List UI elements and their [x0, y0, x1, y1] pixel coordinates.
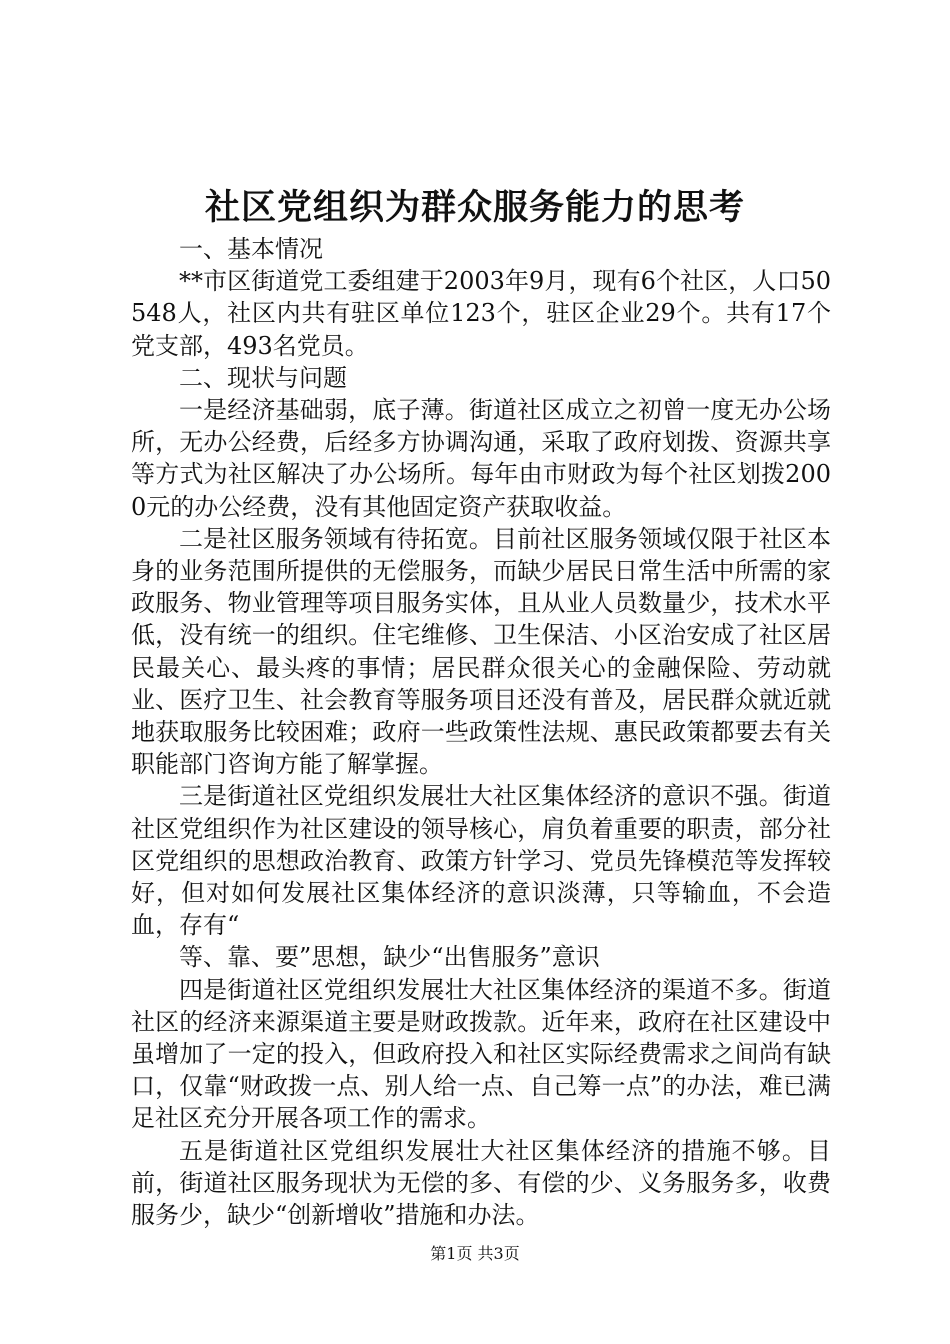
document-body [131, 233, 831, 1231]
paragraph-issue-3-continued: 等、靠、要”思想，缺少“出售服务”意识 [179, 943, 600, 972]
paragraph-issue-5: 五是街道社区党组织发展壮大社区集体经济的措施不够。目前，街道社区服务现状为无偿的多、有偿的少、义务服务多，收费服务少，缺少“创新增收”措施和办法。 [131, 1136, 831, 1230]
document-title: 社区党组织为群众服务能力的思考 [204, 187, 745, 228]
paragraph-issue-2: 二是社区服务领域有待拓宽。目前社区服务领域仅限于社区本身的业务范围所提供的无偿服务，而缺少居民日常生活中所需的家政服务、物业管理等项目服务实体，且从业人员数量少，技术水平低，没有统一的组织。住宅维修、卫生保洁、小区治安成了社区居民最关心、最头疼的事情；居民群众很关心的金融保险、劳动就业、医疗卫生、社会教育等服务项目还没有普及，居民群众就近就地获取服务比较困难；政府一些政策性法规、惠民政策都要去有关职能部门咨询方能了解掌握。 [131, 524, 831, 779]
paragraph-issue-1: 一是经济基础弱，底子薄。街道社区成立之初曾一度无办公场所，无办公经费，后经多方协调沟通，采取了政府划拨、资源共享等方式为社区解决了办公场所。每年由市财政为每个社区划拨2000元的办公经费，没有其他固定资产获取收益。 [131, 396, 831, 521]
paragraph-issue-3: 三是街道社区党组织发展壮大社区集体经济的意识不强。街道社区党组织作为社区建设的领导核心，肩负着重要的职责，部分社区党组织的思想政治教育、政策方针学习、党员先锋模范等发挥较好，但对如何发展社区集体经济的意识淡薄，只等输血，不会造血，存有“ [131, 782, 831, 940]
paragraph-basic-info: **市区街道党工委组建于2003年9月，现有6个社区，人口50548人，社区内共有驻区单位123个，驻区企业29个。共有17个党支部，493名党员。 [131, 267, 831, 360]
page-footer: 第1页 共3页 [430, 1244, 520, 1263]
paragraph-issue-4: 四是街道社区党组织发展壮大社区集体经济的渠道不多。街道社区的经济来源渠道主要是财政拨款。近年来，政府在社区建设中虽增加了一定的投入，但政府投入和社区实际经费需求之间尚有缺口，仅靠“财政拨一点、别人给一点、自己筹一点”的办法，难已满足社区充分开展各项工作的需求。 [131, 975, 831, 1133]
section-heading-basic: 一、基本情况 [179, 235, 323, 263]
section-heading-issues: 二、现状与问题 [179, 363, 347, 392]
